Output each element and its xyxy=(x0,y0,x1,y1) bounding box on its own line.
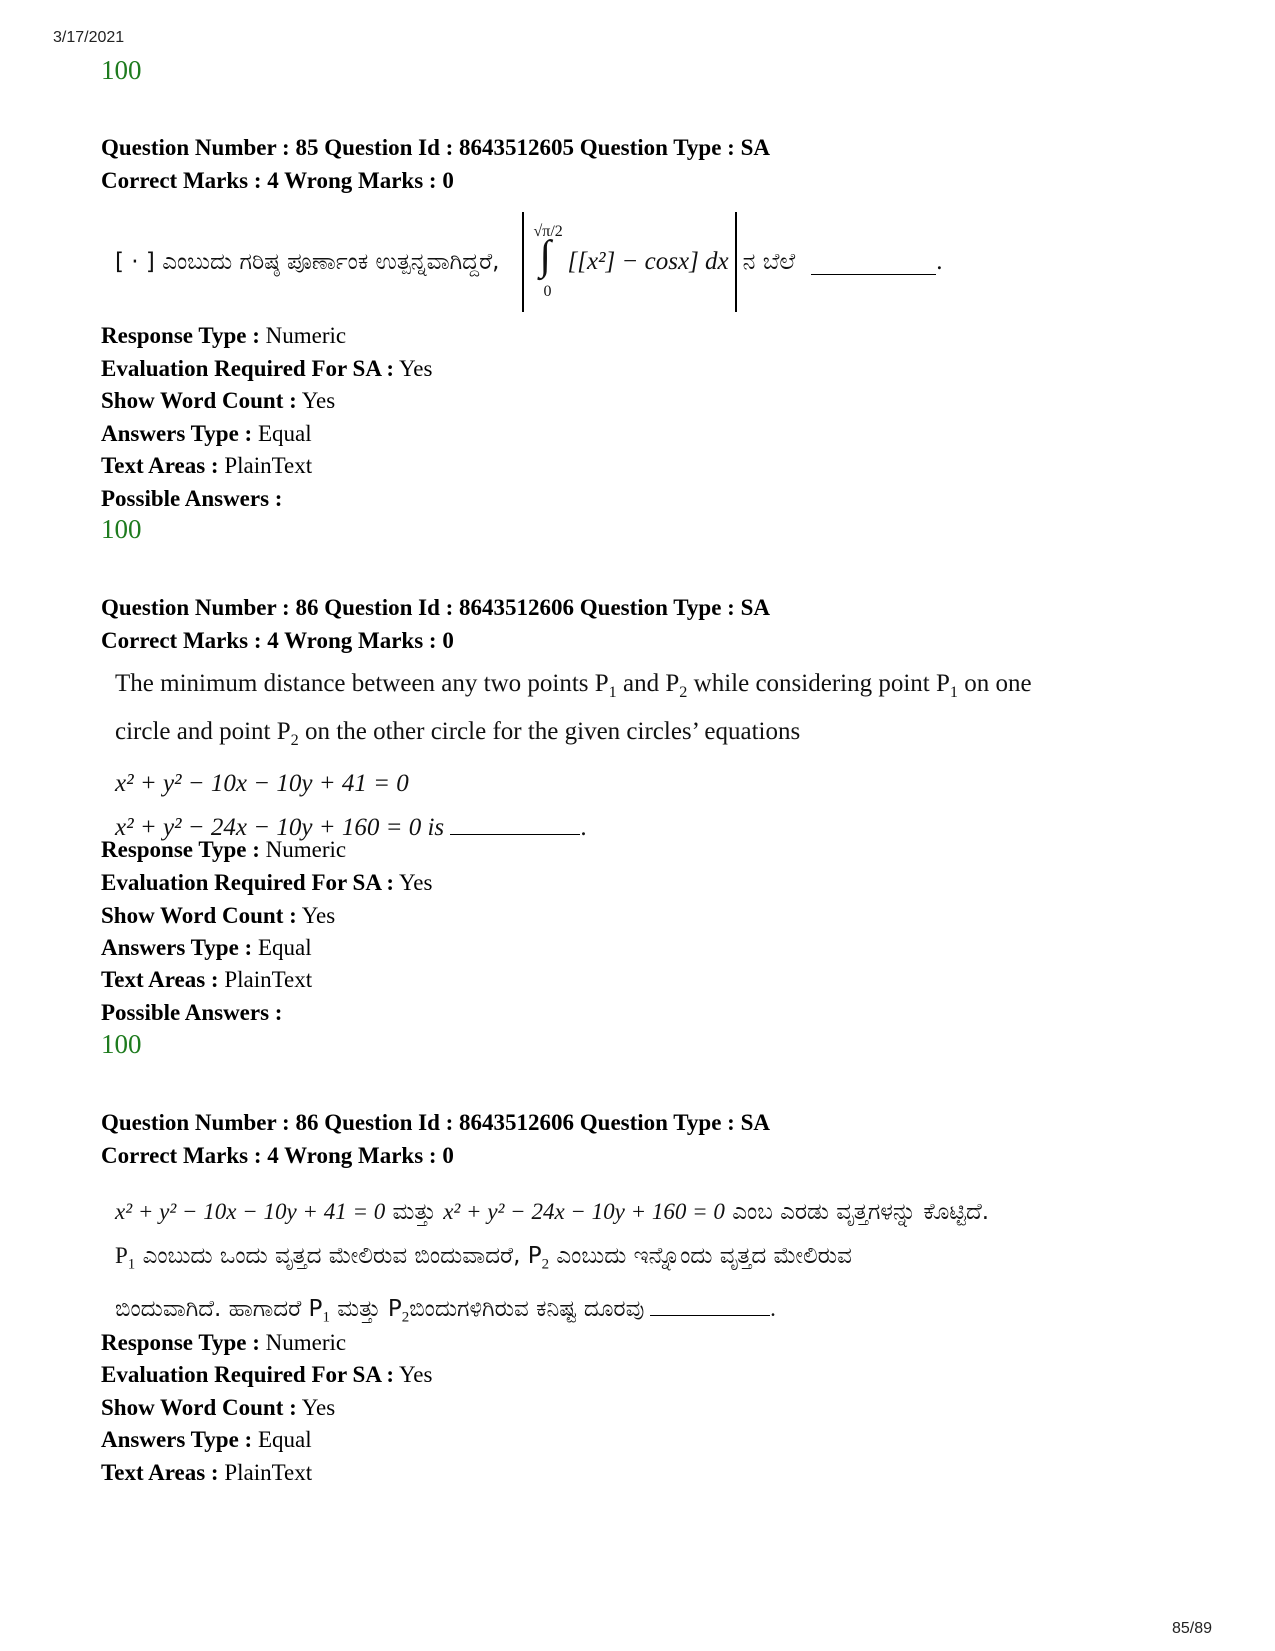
q86a-possible-answers-label: Possible Answers : xyxy=(101,1000,283,1025)
q86a-possible-answer-value: 100 xyxy=(101,1029,142,1059)
q85-possible-answers-label: Possible Answers : xyxy=(101,486,283,511)
q85-text-after: ನ ಬೆಲೆ xyxy=(742,249,796,275)
q86a-answer-blank xyxy=(450,809,580,835)
q86a-header: Question Number : 86 Question Id : 8643512606 Question Type : SA xyxy=(101,595,770,620)
q86b-answers-type: Answers Type : Equal xyxy=(101,1427,312,1452)
q86b-line-2: $P_1$ ಎಂಬುದು ಒಂದು ವೃತ್ತದ ಮೇಲಿರುವ ಬಿಂದುವಾದರೆ, $P_2$ ಎಂಬುದು ಇನ್ನೊಂದು ವೃತ್ತದ ಮೇಲಿರುವ xyxy=(115,1243,852,1273)
page-number: 85/89 xyxy=(1172,1620,1213,1637)
q86b-eval-required: Evaluation Required For SA : Yes xyxy=(101,1362,433,1387)
q86a-eval-required: Evaluation Required For SA : Yes xyxy=(101,870,433,895)
q86a-question xyxy=(115,664,1032,848)
q86b-line-1: x² + y² − 10x − 10y + 41 = 0 ಮತ್ತು x² + y² − 24x − 10y + 160 = 0 ಎಂಬ ಎರಡು ವೃತ್ತಗಳನ್ನು ಕೊಟ್ಟಿದೆ. xyxy=(115,1199,990,1225)
q86a-show-word-count: Show Word Count : Yes xyxy=(101,903,336,928)
q85-show-word-count: Show Word Count : Yes xyxy=(101,388,336,413)
q86b-header: Question Number : 86 Question Id : 8643512606 Question Type : SA xyxy=(101,1110,770,1135)
q86b-question xyxy=(115,1190,989,1339)
q86a-line-2: circle and point $P_2$ on the other circle for the given circles’ equations xyxy=(115,718,801,749)
integral-lower-limit: 0 xyxy=(543,283,552,300)
q85-text-before: [ · ] ಎಂಬುದು ಗರಿಷ್ಠ ಪೂರ್ಣಾಂಕ ಉತ್ಪನ್ನವಾಗಿದ್ದರೆ, xyxy=(115,249,500,275)
previous-answer-value: 100 xyxy=(101,55,142,85)
q86a-equation-1: x² + y² − 10x − 10y + 41 = 0 xyxy=(115,770,409,797)
q85-response-type: Response Type : Numeric xyxy=(101,323,347,348)
q86b-response-type: Response Type : Numeric xyxy=(101,1330,347,1355)
q86a-line-1: The minimum distance between any two points $P_1$ and $P_2$ while considering point $P_1$ on one xyxy=(115,670,1032,701)
q85-integrand: [[x²] − cosx] dx xyxy=(567,248,729,275)
q85-marks: Correct Marks : 4 Wrong Marks : 0 xyxy=(101,168,454,193)
integral-upper-limit: √π/2 xyxy=(533,223,563,240)
q85-possible-answer-value: 100 xyxy=(101,514,142,544)
q86a-equation-2: x² + y² − 24x − 10y + 160 = 0 is . xyxy=(115,808,1032,848)
abs-bar-left xyxy=(522,212,524,312)
q85-answer-blank xyxy=(811,249,936,275)
q86b-marks: Correct Marks : 4 Wrong Marks : 0 xyxy=(101,1143,454,1168)
q85-eval-required: Evaluation Required For SA : Yes xyxy=(101,356,433,381)
q86b-show-word-count: Show Word Count : Yes xyxy=(101,1395,336,1420)
q85-header: Question Number : 85 Question Id : 8643512605 Question Type : SA xyxy=(101,135,770,160)
q86a-response-type: Response Type : Numeric xyxy=(101,837,347,862)
integral-symbol: ∫ xyxy=(539,233,552,279)
q86b-line-3: ಬಿಂದುವಾಗಿದೆ. ಹಾಗಾದರೆ $P_1$ ಮತ್ತು $P_2ಬಿಂದುಗಳಿಗಿರುವ$ ಕನಿಷ್ಟ ದೂರವು . xyxy=(115,1287,989,1340)
q86a-text-areas: Text Areas : PlainText xyxy=(101,967,313,992)
integral-sign xyxy=(530,212,568,312)
q85-text-areas: Text Areas : PlainText xyxy=(101,453,313,478)
q86b-answer-blank xyxy=(650,1292,770,1316)
q85-answers-type: Answers Type : Equal xyxy=(101,421,312,446)
print-date: 3/17/2021 xyxy=(53,29,125,46)
q86a-marks: Correct Marks : 4 Wrong Marks : 0 xyxy=(101,628,454,653)
q86a-answers-type: Answers Type : Equal xyxy=(101,935,312,960)
q86b-text-areas: Text Areas : PlainText xyxy=(101,1460,313,1485)
abs-bar-right xyxy=(735,212,737,312)
q85-question: [ · ] ಎಂಬುದು ಗರಿಷ್ಠ ಪೂರ್ಣಾಂಕ ಉತ್ಪನ್ನವಾಗಿದ್ದರೆ, √π/2 ∫ 0 [[x²] − cosx] dx ನ ಬೆಲೆ . xyxy=(115,207,942,317)
